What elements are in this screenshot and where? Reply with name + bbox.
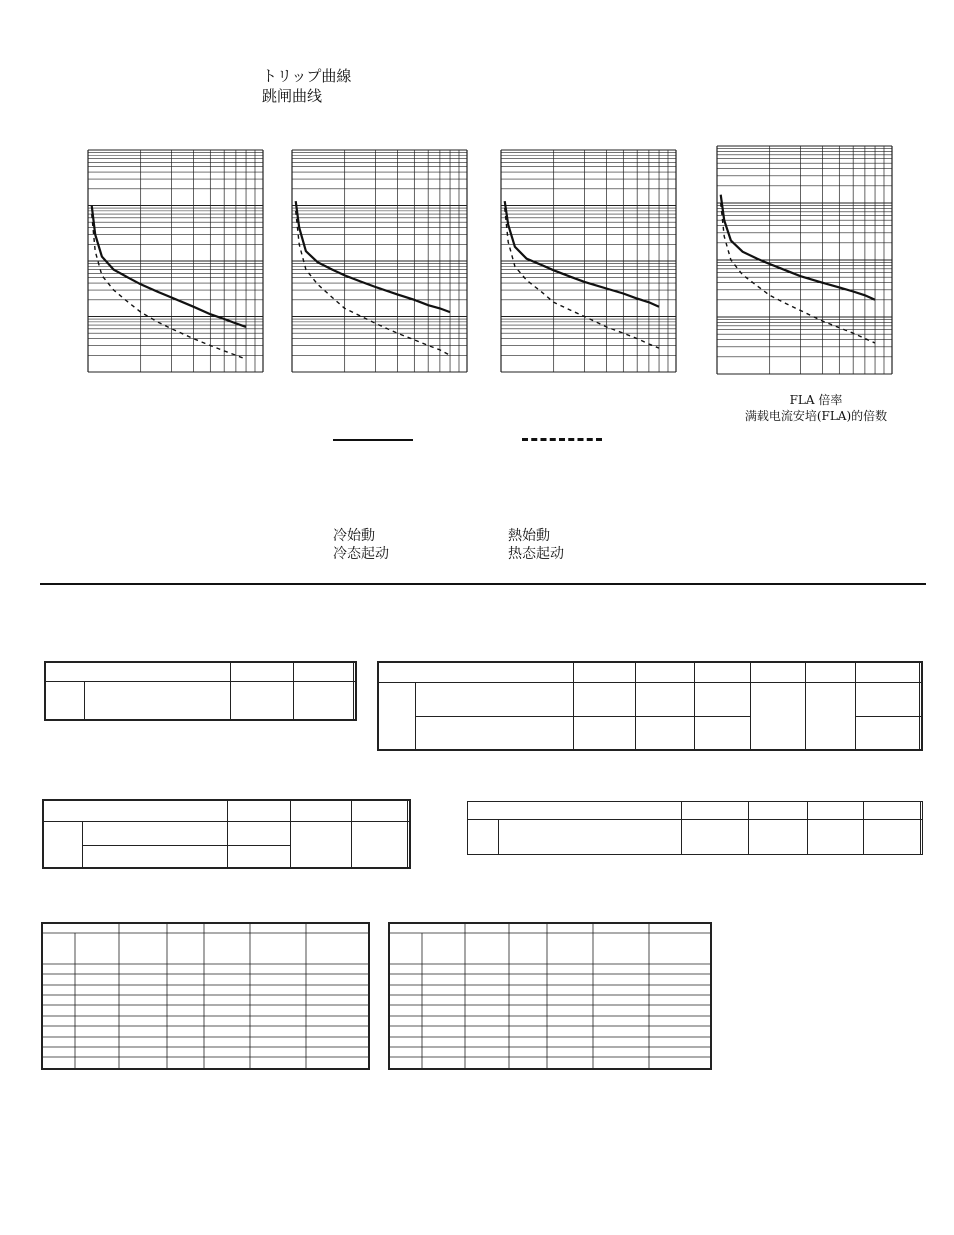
legend-cold-ja: 冷始動 [333, 528, 375, 544]
spec-table-4 [467, 801, 923, 855]
hot-start-curve [721, 203, 875, 343]
hot-start-curve [92, 214, 246, 359]
trip-curve-chart-4 [717, 146, 892, 374]
legend-cold-start [333, 527, 389, 563]
spec-table-1 [44, 661, 357, 721]
legend-hot-start [508, 527, 564, 563]
cold-start-curve [721, 195, 875, 300]
page-title [262, 66, 351, 106]
x-axis-label-ja: FLA 倍率 [789, 393, 843, 407]
spec-grid-table-1 [42, 923, 369, 1069]
spec-table-3 [42, 799, 411, 869]
title-chinese: 跳闸曲线 [262, 87, 323, 105]
trip-curve-chart-1 [88, 150, 263, 372]
legend-solid-line [333, 439, 413, 441]
x-axis-label-zh: 满载电流安培(FLA)的倍数 [744, 409, 888, 423]
legend-hot-ja: 熱始動 [508, 528, 550, 544]
hot-start-curve [505, 208, 659, 348]
legend-dashed-line [522, 438, 602, 441]
spec-grid-table-2 [389, 923, 711, 1069]
legend-hot-zh: 热态起动 [508, 546, 564, 562]
trip-curve-chart-2 [292, 150, 467, 372]
legend-cold-zh: 冷态起动 [333, 546, 389, 562]
spec-table-2 [377, 661, 923, 751]
cold-start-curve [505, 201, 659, 307]
section-divider [40, 583, 926, 585]
x-axis-label [736, 392, 896, 424]
title-japanese: トリップ曲線 [262, 67, 352, 85]
trip-curve-chart-3 [501, 150, 676, 372]
